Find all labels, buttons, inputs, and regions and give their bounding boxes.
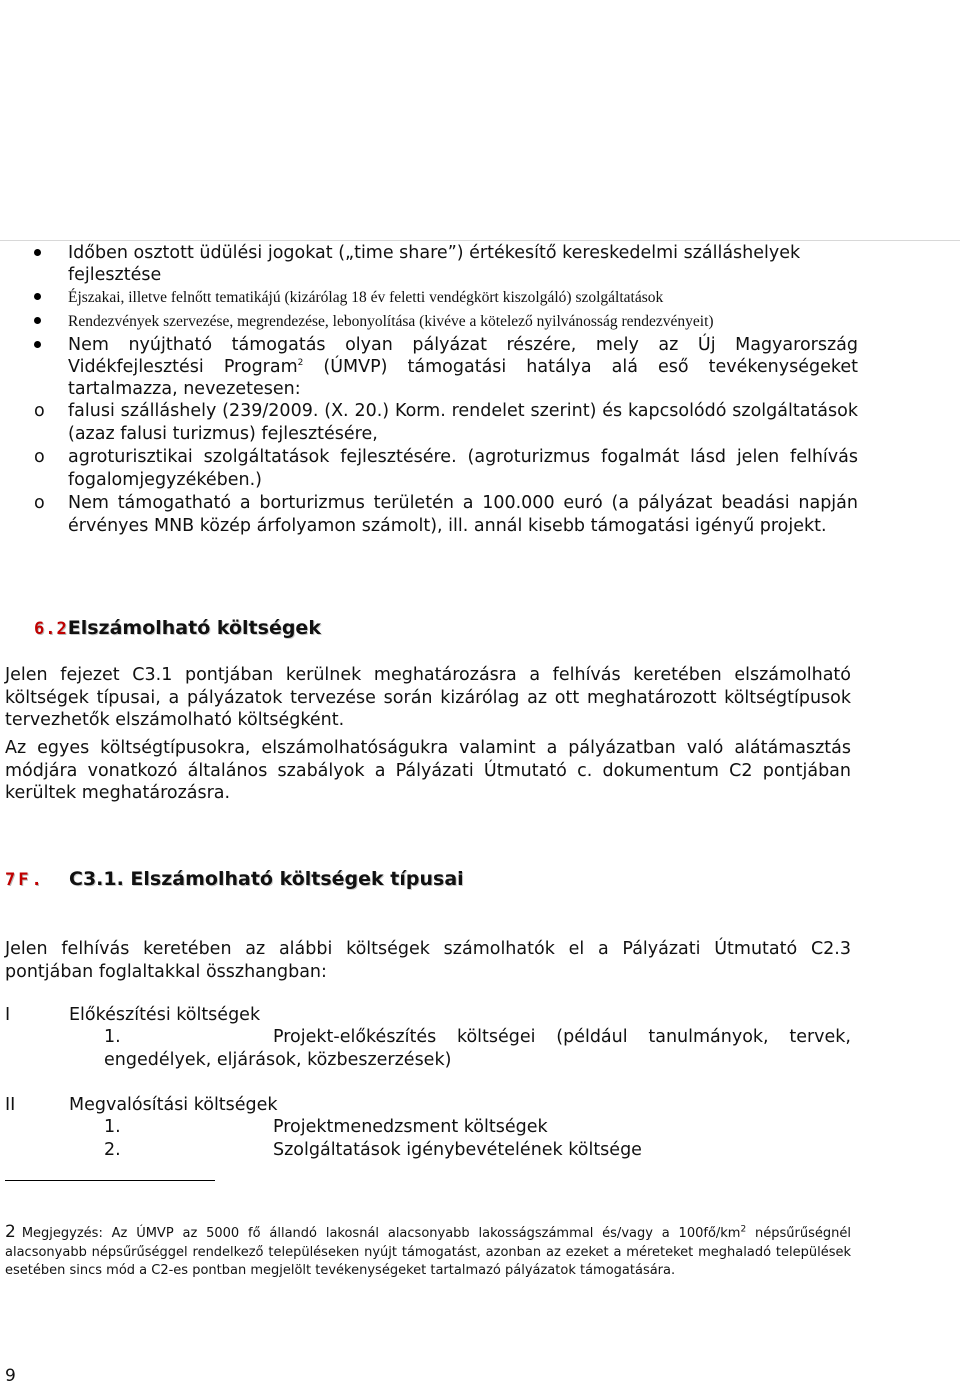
cost-item-number: 1. xyxy=(104,1027,121,1047)
list-item-text: Éjszakai, illetve felnőtt tematikájú (kizárólag 18 év feletti vendégkört kiszolgáló) szolgáltatások xyxy=(68,289,664,306)
circle-bullet-icon: o xyxy=(34,447,45,467)
page-number: 9 xyxy=(5,1366,16,1386)
cost-item-text: Projektmenedzsment költségek xyxy=(273,1117,548,1137)
footnote xyxy=(5,1223,851,1281)
sub-list-item-text: Nem támogatható a borturizmus területén a 100.000 euró (a pályázat beadási napján érvényes MNB közép árfolyamon számolt), ill. annál kisebb támogatási igényű projekt. xyxy=(68,493,858,536)
cost-item xyxy=(5,1026,851,1072)
footnote-separator xyxy=(5,1180,215,1181)
list-item xyxy=(34,334,858,400)
section-heading-6-2 xyxy=(34,617,321,639)
list-item-text-part: Nem nyújtható támogatás olyan pályázat részére, mely az Új Magyarország Vidékfejlesztési Program xyxy=(68,335,858,377)
list-item-text: Időben osztott üdülési jogokat („time share”) értékesítő kereskedelmi szálláshelyek fejlesztése xyxy=(68,243,801,285)
roman-numeral: II xyxy=(5,1095,16,1115)
sub-list-item-text: agroturisztikai szolgáltatások fejlesztésére. (agroturizmus fogalmát lásd jelen felhívás fogalomjegyzékében.) xyxy=(68,447,858,490)
list-item xyxy=(34,310,858,334)
sub-list-item xyxy=(34,492,858,538)
section-number: 7F. xyxy=(5,870,45,890)
cost-group-title: Előkészítési költségek xyxy=(69,1005,261,1025)
list-item-text: Rendezvények szervezése, megrendezése, lebonyolítása (kivéve a kötelező nyilvánosság rendezvényeit) xyxy=(68,313,714,330)
sub-list-item xyxy=(34,400,858,446)
umvp-sublist xyxy=(34,400,858,538)
circle-bullet-icon: o xyxy=(34,493,45,513)
section-heading-c3-1 xyxy=(5,868,464,890)
bullet-icon xyxy=(34,334,44,344)
circle-bullet-icon: o xyxy=(34,401,45,421)
footnote-number: 2 xyxy=(5,1222,16,1242)
cost-group xyxy=(5,1004,851,1072)
footnote-ref: 2 xyxy=(297,358,304,369)
section-number: 6.2 xyxy=(34,619,68,639)
list-item-text-part: (ÚMVP) támogatási hatálya alá eső tevékenységeket tartalmazza, nevezetesen: xyxy=(68,357,858,399)
roman-numeral: I xyxy=(5,1005,11,1025)
cost-item-number: 2. xyxy=(104,1140,121,1160)
sub-list-item-text: falusi szálláshely (239/2009. (X. 20.) Korm. rendelet szerint) és kapcsolódó szolgáltatások (azaz falusi turizmus) fejlesztésére, xyxy=(68,401,858,444)
footnote-text: Megjegyzés: Az ÚMVP az 5000 fő állandó lakosnál alacsonyabb lakosságszámmal és/vagy a 100fő/km xyxy=(21,1226,741,1241)
paragraph: Jelen felhívás keretében az alábbi költségek számolhatók el a Pályázati Útmutató C2.3 pontjában foglaltakkal összhangban: xyxy=(5,939,851,982)
excluded-activities-list xyxy=(34,242,858,538)
cost-group-header xyxy=(5,1004,851,1026)
paragraph: Az egyes költségtípusokra, elszámolhatóságukra valamint a pályázatban való alátámasztás módjára vonatkozó általános szabályok a Pályázati Útmutató c. dokumentum C2 pontjában kerültek meghatározásra. xyxy=(5,738,851,803)
bullet-icon xyxy=(34,242,44,252)
cost-item-text: Projekt-előkészítés költségei (például tanulmányok, tervek, engedélyek, eljárások, közbeszerzések) xyxy=(104,1027,851,1070)
bullet-icon xyxy=(34,310,44,320)
bullet-icon xyxy=(34,286,44,296)
cost-item xyxy=(5,1139,851,1162)
footnote-text: népsűrűségnél alacsonyabb népsűrűséggel rendelkező településeken nyújt támogatást, azonban az ezeket a méreteket meghaladó települések esetében sincs mód a C2-es pontban megjelölt tevékenységeket tartalmazó pályázatok támogatására. xyxy=(5,1226,851,1278)
section-title: Elszámolható költségek xyxy=(67,617,321,639)
top-rule xyxy=(0,240,960,241)
section-title: C3.1. Elszámolható költségek típusai xyxy=(69,868,464,890)
cost-item-number: 1. xyxy=(104,1117,121,1137)
cost-item-text: Szolgáltatások igénybevételének költsége xyxy=(273,1140,642,1160)
list-item xyxy=(34,242,858,286)
list-item-text xyxy=(68,334,858,400)
list-item xyxy=(34,286,858,310)
sub-list-item xyxy=(34,446,858,492)
footnote-sup: 2 xyxy=(740,1224,747,1235)
cost-group-title: Megvalósítási költségek xyxy=(69,1095,278,1115)
paragraph: Jelen fejezet C3.1 pontjában kerülnek meghatározásra a felhívás keretében elszámolható költségek típusai, a pályázatok tervezése során kizárólag az ott meghatározott költségtípusok tervezhetők elszámolható költségként. xyxy=(5,665,851,730)
cost-group-header xyxy=(5,1094,851,1116)
cost-group xyxy=(5,1094,851,1162)
cost-item xyxy=(5,1116,851,1139)
